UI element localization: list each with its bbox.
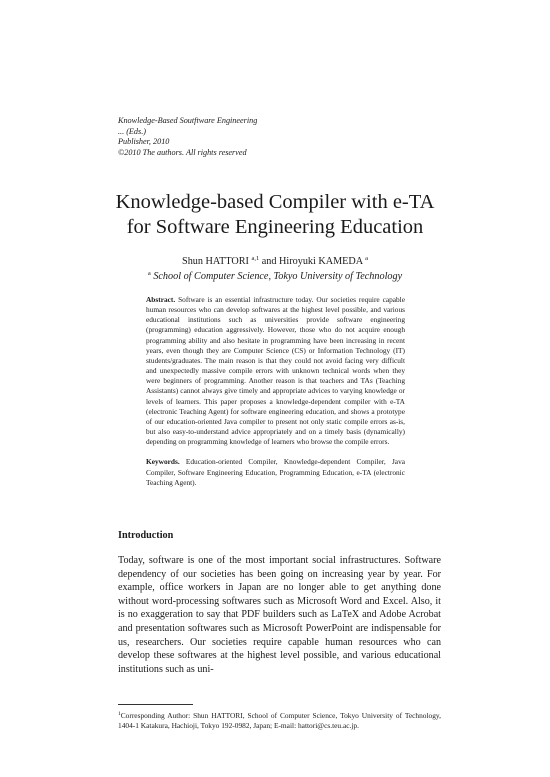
header-editors: ... (Eds.) xyxy=(118,126,146,136)
keywords-paragraph xyxy=(146,457,405,487)
abstract-paragraph xyxy=(146,295,405,447)
header-series: Knowledge-Based Soutftware Engineering xyxy=(118,116,258,125)
paper-title xyxy=(60,190,490,240)
publication-header xyxy=(118,116,257,158)
body-paragraph: Today, software is one of the most important social infrastructures. Software dependency of our societies has been going on increasing year by year. For example, office workers in Japan are no longer able to get anything done without word-processing softwares such as Microsoft Word and Excel. Also, it is no exaggeration to say that PDF builders such as LaTeX and Adobe Acrobat and presentation softwares such as Microsoft PowerPoint are indispensable for us, researchers. Our societies require capable human resources who can develop these softwares at the highest level possible, and various educational institutions such as uni- xyxy=(118,555,441,675)
author-list xyxy=(60,252,490,268)
author-affiliation-mark: a xyxy=(365,255,368,262)
keywords-text: Education-oriented Compiler, Knowledge-dependent Compiler, Java Compiler, Software Engineering Education, Programming Education, e-TA (electronic Teaching Agent). xyxy=(146,457,405,487)
keywords-label: Keywords. xyxy=(146,457,180,467)
affiliation-mark: a xyxy=(147,270,151,277)
author-affiliation-mark: a,1 xyxy=(251,255,260,262)
footnote-mark: 1 xyxy=(118,711,121,717)
footnote xyxy=(118,709,441,731)
title-line-1: Knowledge-based Compiler with e-TA xyxy=(115,191,435,213)
header-copyright: ©2010 The authors. All rights reserved xyxy=(118,147,247,157)
abstract-text: Software is an essential infrastructure today. Our societies require capable human resources who can develop softwares at the highest level possible, and various educational institutions such as universities provide software engineering (programming) education aggressively. However, those who do not acquire enough programming ability and also hesitate in programming have been increasing in recent years, even though they are Computer Science (CS) or Information Technology (IT) students/graduates. The main reason is that they could not avoid facing very difficult and unexpectedly massive compile errors with unknown technical words when they were beginners of programming. Another reason is that teachers and TAs (Teaching Assistants) cannot always give timely and appropriate advices to varying knowledge or levels of learners. This paper proposes a knowledge-dependent compiler with e-TA (electronic Teaching Agent) for software engineering education, and shows a prototype of our education-oriented Java compiler to present not only static compile errors as-is, but also easy-to-understand advice appropriately and on a timely basis (dynamically) depending on programming knowledge of learners who browse the compile errors. xyxy=(146,295,405,447)
author-name: Shun HATTORI xyxy=(182,256,249,267)
header-publisher: Publisher, 2010 xyxy=(118,137,170,147)
affiliation-text: School of Computer Science, Tokyo University of Technology xyxy=(153,271,403,282)
abstract-block xyxy=(146,295,405,488)
author-connector: and xyxy=(261,256,277,267)
footnote-divider xyxy=(118,704,193,705)
abstract-label: Abstract. xyxy=(146,295,176,304)
introduction-body xyxy=(118,554,441,676)
title-line-2: for Software Engineering Education xyxy=(126,216,424,238)
affiliation xyxy=(60,267,490,283)
section-heading-introduction: Introduction xyxy=(118,530,174,541)
footnote-text: Corresponding Author: Shun HATTORI, School of Computer Science, Tokyo University of Technology, 1404-1 Katakura, Hachioji, Tokyo 192-0982, Japan; E-mail: hattori@cs.teu.ac.jp. xyxy=(118,711,441,731)
author-name: Hiroyuki KAMEDA xyxy=(279,256,363,267)
